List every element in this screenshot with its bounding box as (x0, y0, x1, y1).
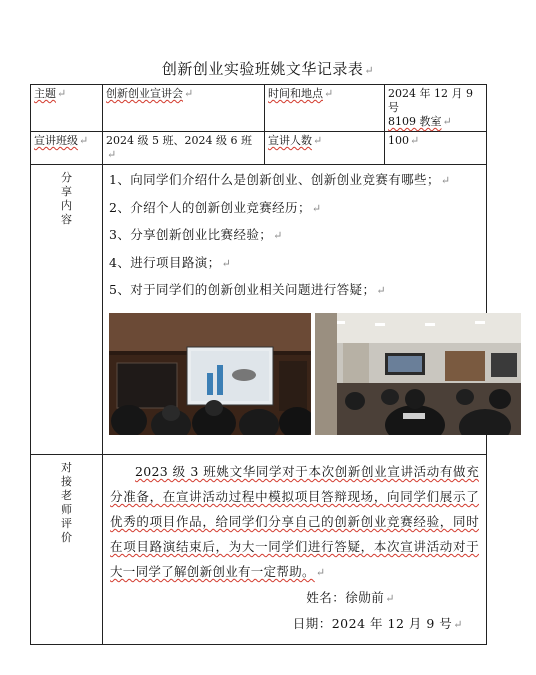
place-value: 8109 教室 (388, 115, 442, 128)
row-share-content (31, 165, 487, 455)
share-item: 3、分享创新创业比赛经验；↵ (109, 227, 283, 242)
record-table (30, 84, 487, 645)
evaluation-content-cell (103, 455, 487, 645)
class-label: 宣讲班级 (34, 134, 78, 147)
share-item: 2、介绍个人的创新创业竞赛经历；↵ (109, 199, 322, 215)
class-label-cell: 宣讲班级↵ (31, 132, 103, 165)
share-item: 5、对于同学们的创新创业相关问题进行答疑；↵ (109, 282, 386, 297)
row-class-count (31, 132, 487, 165)
class-value: 2024 级 5 班、2024 级 6 班 (106, 134, 252, 147)
topic-value: 创新创业宣讲会 (106, 87, 183, 100)
time-place-label: 时间和地点 (268, 87, 323, 100)
count-value-cell: 100↵ (385, 132, 487, 165)
count-label: 宣讲人数 (268, 134, 312, 147)
lecture-photo-left (109, 313, 311, 435)
class-value-cell: 2024 级 5 班、2024 级 6 班↵ (103, 132, 265, 165)
time-place-label-cell: 时间和地点↵ (265, 85, 385, 132)
row-evaluation (31, 455, 487, 645)
share-item: 4、进行项目路演；↵ (109, 254, 232, 270)
share-item: 1、向同学们介绍什么是创新创业、创新创业竞赛有哪些；↵ (109, 172, 451, 187)
row-topic-time (31, 85, 487, 132)
share-content-cell (103, 165, 487, 455)
photo-row (109, 313, 480, 435)
date-line: 日期：2024 年 12 月 9 号↵ (292, 616, 463, 631)
evaluation-text: 2023 级 3 班姚文华同学对于本次创新创业宣讲活动有做充分准备，在宣讲活动过程中模拟项目答辩现场，向同学们展示了优秀的项目作品，给同学们分享自己的创新创业竞赛经验，同时在项目路演结束后，为大一同学们进行答疑，本次宣讲活动对于大一同学了解创新创业有一定帮助。↵ (110, 464, 479, 579)
signature-line: 姓名：徐勋前↵ (306, 590, 395, 605)
topic-label: 主题 (34, 87, 56, 100)
evaluation-side-label: 对 接 老 师 评 价 (31, 455, 103, 645)
paragraph-mark-icon: ↵ (364, 64, 375, 77)
topic-label-cell: 主题↵ (31, 85, 103, 132)
count-value: 100 (388, 134, 409, 147)
share-side-label: 分 享 内 容 (31, 165, 103, 455)
page-title (0, 58, 536, 79)
lecture-photo-right (315, 313, 521, 435)
time-value: 2024 年 12 月 9 号 (388, 87, 473, 114)
topic-value-cell: 创新创业宣讲会↵ (103, 85, 265, 132)
title-text: 创新创业实验班姚文华记录表 (161, 60, 364, 78)
count-label-cell: 宣讲人数↵ (265, 132, 385, 165)
time-place-value-cell: 2024 年 12 月 9 号 8109 教室↵ (385, 85, 487, 132)
